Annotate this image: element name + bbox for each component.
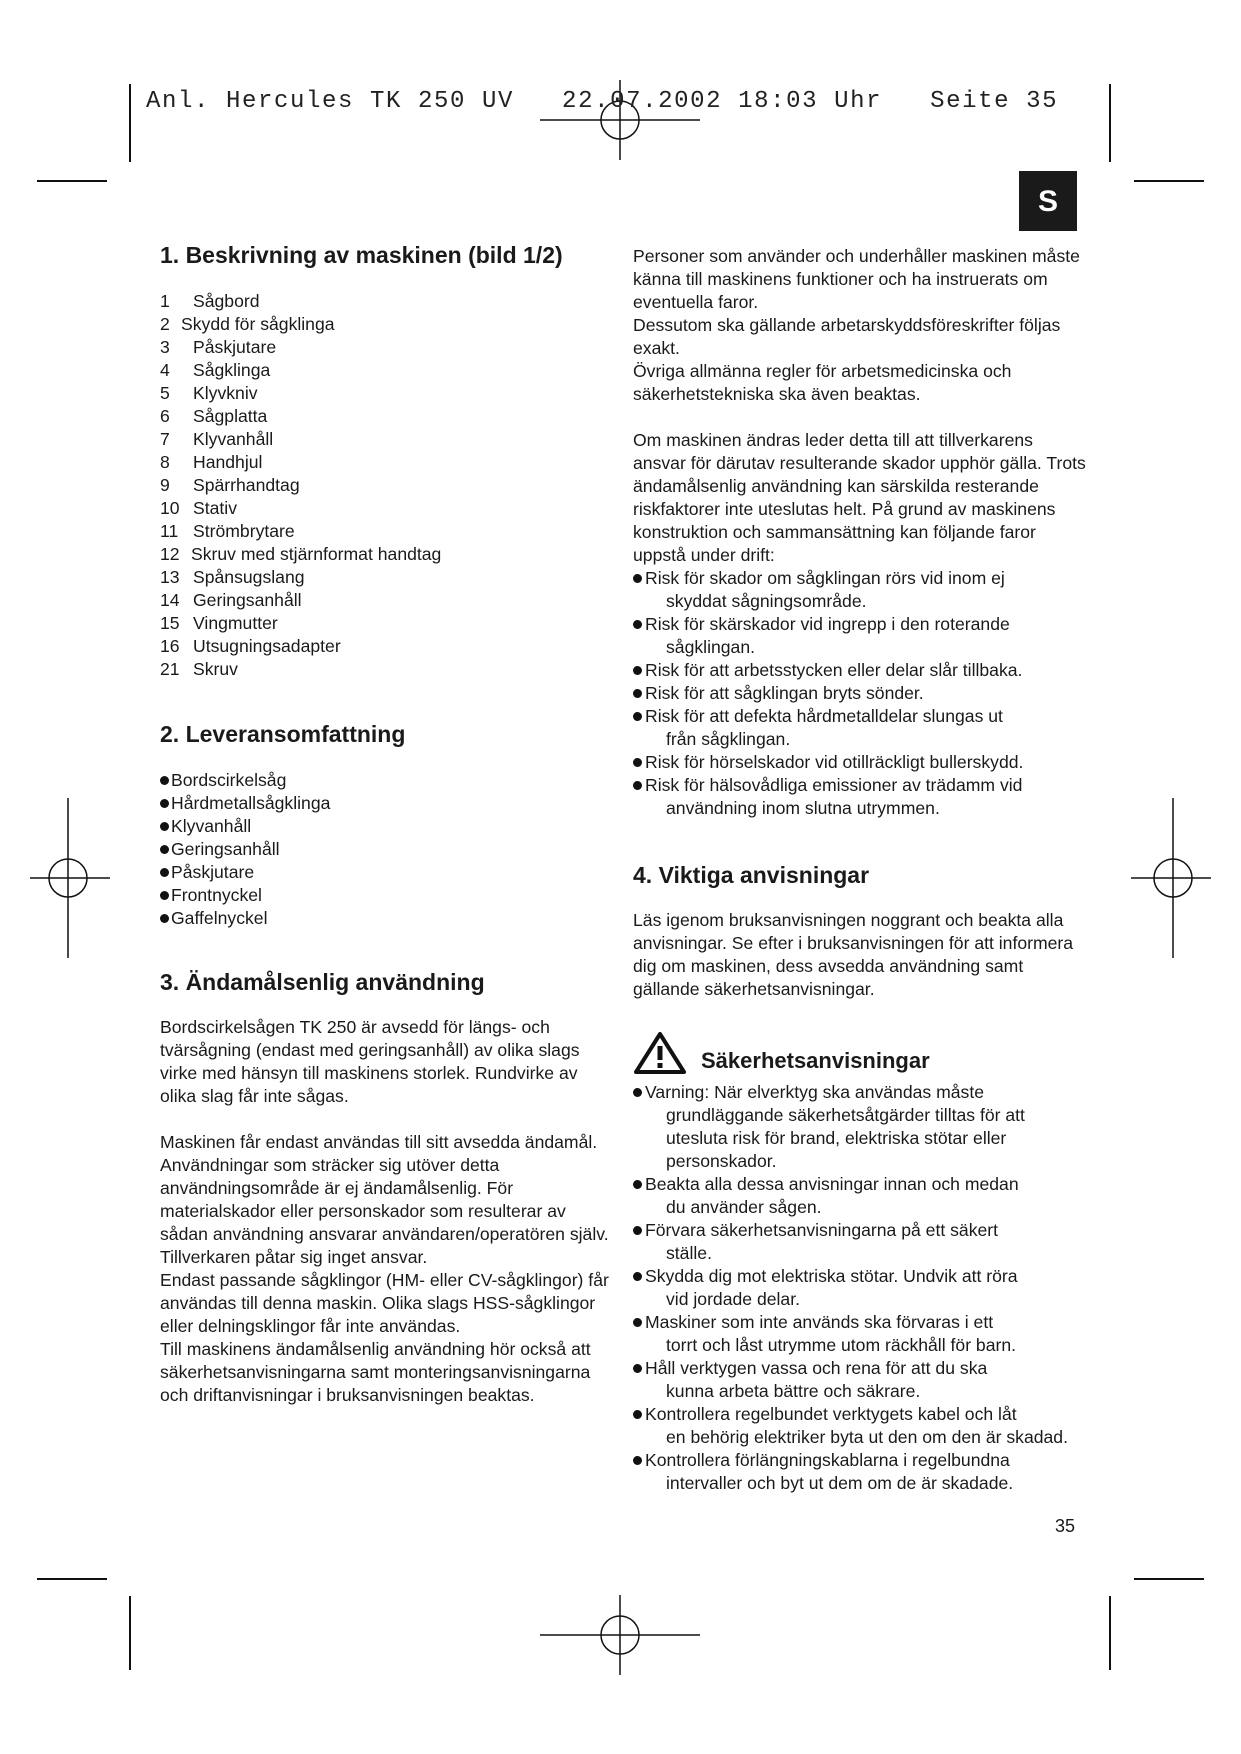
paragraph: Användningar som sträcker sig utöver detta användningsområde är ej ändamålsenlig. För materialskador eller personskador som resulterar av sådan användning ansvarar användaren/operatören själv. Tillverkaren påtar sig inget ansvar. [160, 1155, 609, 1267]
list-item: 1 Sågbord [160, 291, 260, 311]
paragraph: Dessutom ska gällande arbetarskyddsföreskrifter följas exakt. [633, 315, 1061, 358]
list-item: 11 Strömbrytare [160, 521, 295, 541]
paragraph: Till maskinens ändamålsenlig användning hör också att säkerhetsanvisningarna samt monteringsanvisningarna och driftanvisningar i bruksanvisningen beaktas. [160, 1339, 591, 1405]
list-item: Kontrollera regelbundet verktygets kabel och låt en behörig elektriker byta ut den om den är skadad. [633, 1403, 1088, 1449]
list-item: Hårdmetallsågklinga [160, 792, 610, 815]
crop-mark [1134, 180, 1204, 182]
registration-mark-left [30, 798, 110, 958]
page-number: 35 [1055, 1516, 1076, 1536]
crop-mark [1109, 84, 1111, 162]
list-item: 13 Spånsugslang [160, 567, 305, 587]
paragraph: Bordscirkelsågen TK 250 är avsedd för längs- och tvärsågning (endast med geringsanhåll) av olika slags virke med hänsyn till maskinens storlek. Rundvirke av olika slag får inte sågas. [160, 1017, 580, 1106]
registration-mark-bottom [540, 1595, 700, 1675]
list-item: Klyvanhåll [160, 815, 610, 838]
section-4-title: 4. Viktiga anvisningar [633, 862, 870, 888]
list-item: 9 Spärrhandtag [160, 475, 300, 495]
list-item: Varning: När elverktyg ska användas måste grundläggande säkerhetsåtgärder tilltas för att utesluta risk för brand, elektriska stötar eller personskador. [633, 1081, 1088, 1173]
list-item: 2 Skydd för sågklinga [160, 314, 335, 334]
paragraph: Övriga allmänna regler för arbetsmedicinska och säkerhetstekniska ska även beaktas. [633, 361, 1012, 404]
list-item: Förvara säkerhetsanvisningarna på ett säkert ställe. [633, 1219, 1088, 1265]
parts-list [160, 290, 610, 681]
list-item: Risk för skärskador vid ingrepp i den roterande sågklingan. [633, 613, 1088, 659]
list-item: 16 Utsugningsadapter [160, 636, 341, 656]
list-item: Gaffelnyckel [160, 907, 610, 930]
list-item: 7 Klyvanhåll [160, 429, 274, 449]
registration-mark-right [1131, 798, 1211, 958]
list-item: Påskjutare [160, 861, 610, 884]
list-item: Kontrollera förlängningskablarna i regelbundna intervaller och byt ut dem om de är skadade. [633, 1449, 1088, 1495]
crop-mark [129, 84, 131, 162]
list-item: 5 Klyvkniv [160, 383, 258, 403]
print-slug: Anl. Hercules TK 250 UV 22.07.2002 18:03 Uhr Seite 35 [146, 88, 1059, 115]
list-item: Håll verktygen vassa och rena för att du ska kunna arbeta bättre och säkrare. [633, 1357, 1088, 1403]
list-item: Risk för att defekta hårdmetalldelar slungas ut från sågklingan. [633, 705, 1088, 751]
list-item: Risk för att sågklingan bryts sönder. [633, 682, 1088, 705]
risk-list [633, 567, 1088, 820]
left-column [160, 240, 610, 1407]
list-item: 3 Påskjutare [160, 337, 277, 357]
crop-mark [1134, 1578, 1204, 1580]
delivery-list [160, 769, 610, 930]
crop-mark [37, 180, 107, 182]
safety-list [633, 1081, 1088, 1495]
crop-mark [129, 1596, 131, 1670]
list-item: 21 Skruv [160, 659, 238, 679]
list-item: Beakta alla dessa anvisningar innan och medan du använder sågen. [633, 1173, 1088, 1219]
list-item: 8 Handhjul [160, 452, 263, 472]
paragraph: Om maskinen ändras leder detta till att tillverkarens ansvar för därutav resulterande skador upphör gälla. Trots ändamålsenlig användning kan särskilda resterande riskfaktorer inte uteslutas helt. På grund av maskinens konstruktion och sammansättning kan följande faror uppstå under drift: [633, 430, 1086, 565]
list-item: 4 Sågklinga [160, 360, 271, 380]
language-tab: S [1019, 171, 1077, 231]
list-item: 15 Vingmutter [160, 613, 278, 633]
right-column [633, 245, 1088, 1495]
paragraph: Maskinen får endast användas till sitt avsedda ändamål. [160, 1132, 598, 1152]
crop-mark [37, 1578, 107, 1580]
list-item: Risk för skador om sågklingan rörs vid inom ej skyddat sågningsområde. [633, 567, 1088, 613]
section-3-title: 3. Ändamålsenlig användning [160, 969, 485, 995]
list-item: Risk för hälsovådliga emissioner av trädamm vid användning inom slutna utrymmen. [633, 774, 1088, 820]
section-1-title: 1. Beskrivning av maskinen (bild 1/2) [160, 242, 563, 268]
list-item: Risk för hörselskador vid otillräckligt bullerskydd. [633, 751, 1088, 774]
safety-heading [633, 1031, 1088, 1075]
list-item: Skydda dig mot elektriska stötar. Undvik att röra vid jordade delar. [633, 1265, 1088, 1311]
paragraph: Personer som använder och underhåller maskinen måste känna till maskinens funktioner och ha instruerats om eventuella faror. [633, 246, 1080, 312]
list-item: Maskiner som inte används ska förvaras i ett torrt och låst utrymme utom räckhåll för barn. [633, 1311, 1088, 1357]
list-item: 10 Stativ [160, 498, 238, 518]
warning-triangle-icon [633, 1031, 687, 1075]
list-item: Bordscirkelsåg [160, 769, 610, 792]
paragraph: Endast passande sågklingor (HM- eller CV-sågklingor) får användas till denna maskin. Olika slags HSS-sågklingor eller delningsklingor får inte användas. [160, 1270, 609, 1336]
section-2-title: 2. Leveransomfattning [160, 721, 406, 747]
safety-title: Säkerhetsanvisningar [701, 1047, 930, 1073]
paragraph: Läs igenom bruksanvisningen noggrant och beakta alla anvisningar. Se efter i bruksanvisningen för att informera dig om maskinen, dess avsedda användning samt gällande säkerhetsanvisningar. [633, 910, 1074, 999]
list-item: Geringsanhåll [160, 838, 610, 861]
list-item: Risk för att arbetsstycken eller delar slår tillbaka. [633, 659, 1088, 682]
list-item: 6 Sågplatta [160, 406, 268, 426]
list-item: 14 Geringsanhåll [160, 590, 302, 610]
crop-mark [1109, 1596, 1111, 1670]
list-item: 12 Skruv med stjärnformat handtag [160, 544, 442, 564]
list-item: Frontnyckel [160, 884, 610, 907]
